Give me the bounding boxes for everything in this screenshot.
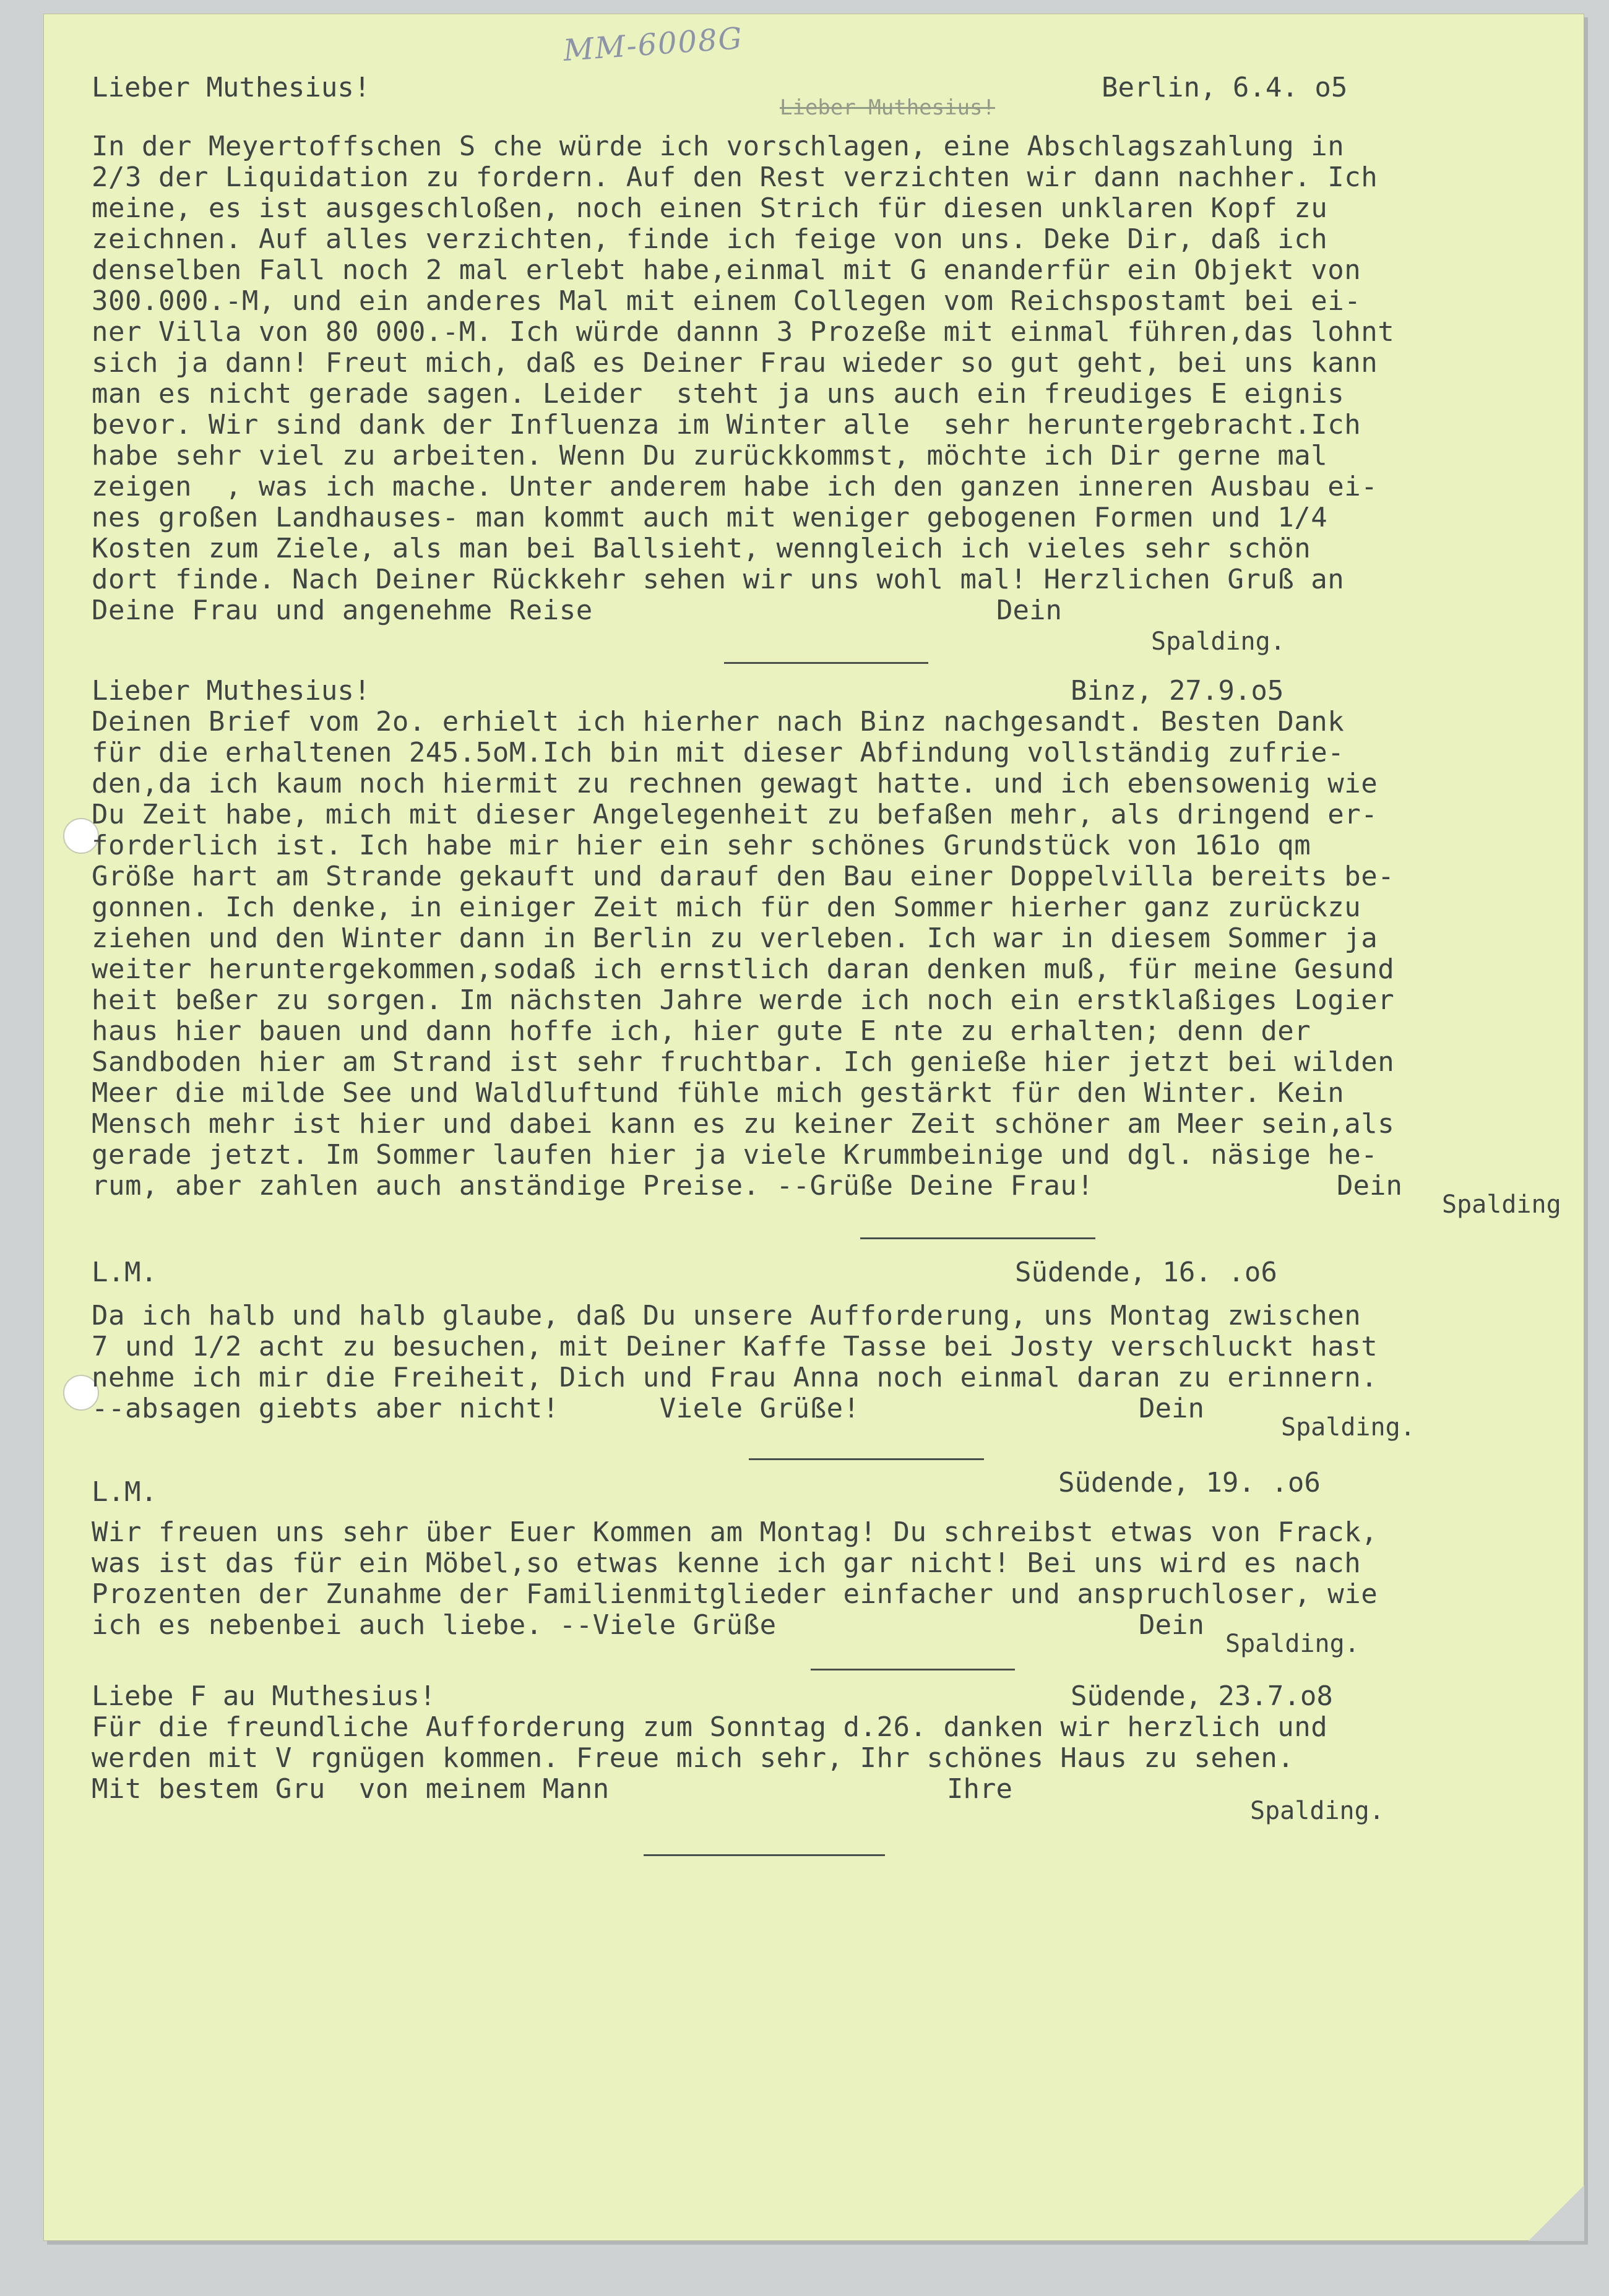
salutation: L.M. — [92, 1476, 157, 1508]
closing: Dein — [1139, 1609, 1204, 1641]
salutation: Lieber Muthesius! — [92, 72, 371, 103]
salutation: L.M. — [92, 1257, 157, 1288]
body-line: gonnen. Ich denke, in einiger Zeit mich für den Sommer hierher ganz zurückzu — [92, 892, 1361, 923]
body-line: Prozenten der Zunahme der Familienmitglieder einfacher und anspruchloser, wie — [92, 1578, 1378, 1610]
body-line: --absagen giebts aber nicht! Viele Grüße! — [92, 1393, 860, 1424]
divider-rule — [811, 1669, 1015, 1670]
place-date: Berlin, 6.4. o5 — [1102, 72, 1348, 103]
body-line: haus hier bauen und dann hoffe ich, hier gute E nte zu erhalten; denn der — [92, 1015, 1311, 1047]
body-line: ziehen und den Winter dann in Berlin zu verleben. Ich war in diesem Sommer ja — [92, 922, 1378, 954]
body-line: bevor. Wir sind dank der Influenza im Winter alle sehr heruntergebracht.Ich — [92, 409, 1361, 441]
body-line: 7 und 1/2 acht zu besuchen, mit Deiner Kaffe Tasse bei Josty verschluckt hast — [92, 1331, 1378, 1362]
body-line: meine, es ist ausgeschloßen, noch einen Strich für diesen unklaren Kopf zu — [92, 192, 1328, 224]
divider-rule — [860, 1237, 1095, 1239]
closing: Dein — [1139, 1393, 1204, 1424]
body-line: Mensch mehr ist hier und dabei kann es zu keiner Zeit schöner am Meer sein,als — [92, 1108, 1395, 1140]
body-line: weiter heruntergekommen,sodaß ich ernstlich daran denken muß, für meine Gesund — [92, 953, 1395, 985]
body-line: ich es nebenbei auch liebe. --Viele Grüße — [92, 1609, 777, 1641]
place-date: Südende, 16. .o6 — [1015, 1257, 1277, 1288]
page-corner — [1529, 2185, 1584, 2241]
body-line: nes großen Landhauses- man kommt auch mit weniger gebogenen Formen und 1/4 — [92, 502, 1328, 533]
body-line: nehme ich mir die Freiheit, Dich und Frau Anna noch einmal daran zu erinnern. — [92, 1362, 1378, 1393]
body-line: 300.000.-M, und ein anderes Mal mit einem Collegen vom Reichspostamt bei ei- — [92, 285, 1361, 317]
divider-rule — [724, 662, 928, 664]
salutation: Liebe F au Muthesius! — [92, 1680, 436, 1712]
signature: Spalding — [1442, 1190, 1561, 1219]
body-line: ner Villa von 80 000.-M. Ich würde dannn 3 Prozeße mit einmal führen,das lohnt — [92, 316, 1395, 348]
body-line: man es nicht gerade sagen. Leider steht ja uns auch ein freudiges E eignis — [92, 378, 1345, 410]
signature: Spalding. — [1250, 1797, 1384, 1825]
letter-page — [43, 14, 1584, 2241]
body-line: Sandboden hier am Strand ist sehr fruchtbar. Ich genieße hier jetzt bei wilden — [92, 1046, 1395, 1078]
closing: Dein — [1337, 1170, 1402, 1202]
place-date: Binz, 27.9.o5 — [1071, 675, 1284, 707]
body-line: Kosten zum Ziele, als man bei Ballsieht, wenngleich ich vieles sehr schön — [92, 533, 1311, 564]
body-line: den,da ich kaum noch hiermit zu rechnen gewagt hatte. und ich ebensowenig wie — [92, 768, 1378, 799]
body-line: sich ja dann! Freut mich, daß es Deiner Frau wieder so gut geht, bei uns kann — [92, 347, 1378, 379]
body-line: habe sehr viel zu arbeiten. Wenn Du zurückkommst, möchte ich Dir gerne mal — [92, 440, 1328, 471]
body-line: heit beßer zu sorgen. Im nächsten Jahre werde ich noch ein erstklaßiges Logier — [92, 984, 1395, 1016]
closing: Ihre — [947, 1773, 1012, 1805]
place-date: Südende, 23.7.o8 — [1071, 1680, 1333, 1712]
body-line: Für die freundliche Aufforderung zum Sonntag d.26. danken wir herzlich und — [92, 1711, 1328, 1743]
body-line: Deinen Brief vom 2o. erhielt ich hierher nach Binz nachgesandt. Besten Dank — [92, 706, 1345, 737]
divider-rule — [644, 1854, 885, 1856]
body-line: zeichnen. Auf alles verzichten, finde ich feige von uns. Deke Dir, daß ich — [92, 223, 1328, 255]
body-line: Du Zeit habe, mich mit dieser Angelegenheit zu befaßen mehr, als dringend er- — [92, 799, 1378, 830]
body-line: forderlich ist. Ich habe mir hier ein sehr schönes Grundstück von 161o qm — [92, 830, 1311, 861]
body-line: Mit bestem Gru von meinem Mann — [92, 1773, 610, 1805]
signature: Spalding. — [1151, 627, 1285, 656]
body-line: dort finde. Nach Deiner Rückkehr sehen wir uns wohl mal! Herzlichen Gruß an — [92, 564, 1345, 595]
divider-rule — [749, 1458, 984, 1460]
body-line: Da ich halb und halb glaube, daß Du unsere Aufforderung, uns Montag zwischen — [92, 1300, 1361, 1331]
struck-note: Lieber Muthesius! — [780, 95, 995, 120]
place-date: Südende, 19. .o6 — [1058, 1467, 1321, 1498]
body-line: Deine Frau und angenehme Reise — [92, 595, 593, 626]
body-line: werden mit V rgnügen kommen. Freue mich sehr, Ihr schönes Haus zu sehen. — [92, 1742, 1295, 1774]
body-line: In der Meyertoffschen S che würde ich vorschlagen, eine Abschlagszahlung in — [92, 131, 1345, 162]
body-line: Größe hart am Strande gekauft und darauf den Bau einer Doppelvilla bereits be- — [92, 861, 1395, 892]
signature: Spalding. — [1225, 1630, 1360, 1658]
salutation: Lieber Muthesius! — [92, 675, 371, 707]
body-line: gerade jetzt. Im Sommer laufen hier ja viele Krummbeinige und dgl. näsige he- — [92, 1139, 1378, 1171]
body-line: Wir freuen uns sehr über Euer Kommen am Montag! Du schreibst etwas von Frack, — [92, 1516, 1378, 1548]
body-line: denselben Fall noch 2 mal erlebt habe,einmal mit G enanderfür ein Objekt von — [92, 254, 1361, 286]
body-line: rum, aber zahlen auch anständige Preise. --Grüße Deine Frau! — [92, 1170, 1094, 1202]
body-line: für die erhaltenen 245.5oM.Ich bin mit dieser Abfindung vollständig zufrie- — [92, 737, 1345, 768]
body-line: Meer die milde See und Waldluftund fühle mich gestärkt für den Winter. Kein — [92, 1077, 1345, 1109]
signature: Spalding. — [1281, 1413, 1415, 1442]
archive-mark: MM-6008G — [562, 20, 744, 69]
body-line: zeigen , was ich mache. Unter anderem habe ich den ganzen inneren Ausbau ei- — [92, 471, 1378, 502]
body-line: 2/3 der Liquidation zu fordern. Auf den Rest verzichten wir dann nachher. Ich — [92, 161, 1378, 193]
body-line: was ist das für ein Möbel,so etwas kenne ich gar nicht! Bei uns wird es nach — [92, 1547, 1361, 1579]
closing: Dein — [996, 595, 1062, 626]
